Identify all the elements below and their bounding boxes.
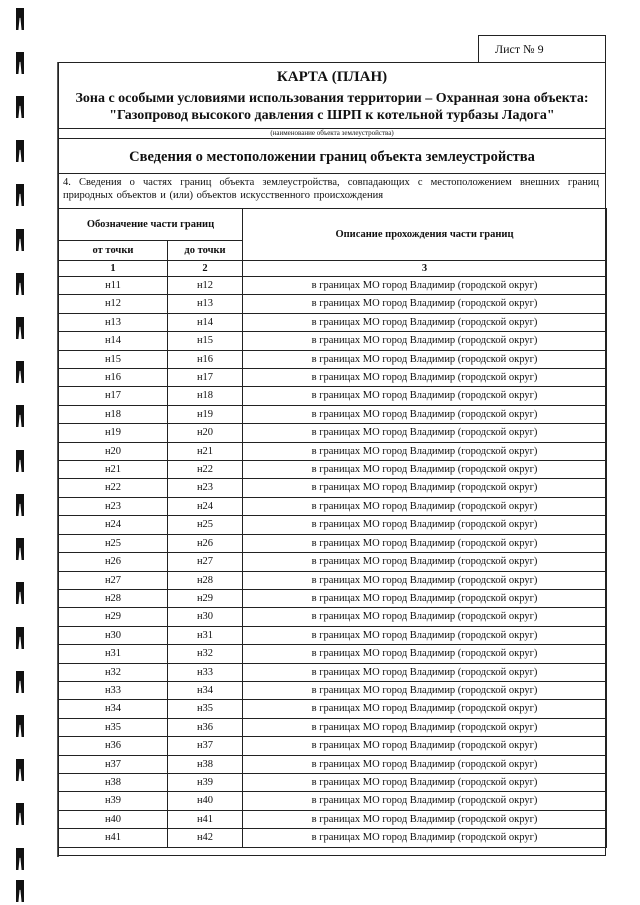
table-row	[59, 737, 607, 755]
cell-desc: в границах МО город Владимир (городской округ)	[243, 461, 607, 479]
cell-from: н20	[59, 442, 168, 460]
cell-from: н25	[59, 534, 168, 552]
table-row	[59, 461, 607, 479]
document-subtitle-line2: "Газопровод высокого давления с ШРП к котельной турбазы Ладога"	[109, 108, 555, 123]
cell-to: н20	[168, 424, 243, 442]
cell-to: н39	[168, 773, 243, 791]
cell-from: н24	[59, 516, 168, 534]
cell-to: н40	[168, 792, 243, 810]
table-row	[59, 663, 607, 681]
binding-hole-icon	[16, 96, 24, 118]
cell-to: н31	[168, 626, 243, 644]
cell-desc: в границах МО город Владимир (городской округ)	[243, 829, 607, 847]
cell-desc: в границах МО город Владимир (городской округ)	[243, 589, 607, 607]
sheet-number: Лист № 9	[478, 35, 606, 62]
object-name-caption: (наименование объекта землеустройства)	[59, 128, 605, 138]
table-row	[59, 810, 607, 828]
cell-from: н14	[59, 332, 168, 350]
table-row	[59, 350, 607, 368]
table-row	[59, 295, 607, 313]
binding-hole-icon	[16, 759, 24, 781]
cell-desc: в границах МО город Владимир (городской округ)	[243, 516, 607, 534]
table-row	[59, 516, 607, 534]
bottom-margin-strip	[59, 843, 605, 855]
table-row	[59, 792, 607, 810]
cell-from: н34	[59, 700, 168, 718]
table-row	[59, 553, 607, 571]
table-row	[59, 313, 607, 331]
cell-desc: в границах МО город Владимир (городской округ)	[243, 663, 607, 681]
binding-hole-icon	[16, 627, 24, 649]
cell-to: н15	[168, 332, 243, 350]
binding-hole-icon	[16, 52, 24, 74]
header-col-number: 2	[168, 261, 243, 277]
table-row	[59, 773, 607, 791]
cell-desc: в границах МО город Владимир (городской округ)	[243, 608, 607, 626]
cell-desc: в границах МО город Владимир (городской округ)	[243, 681, 607, 699]
cell-from: н12	[59, 295, 168, 313]
cell-from: н13	[59, 313, 168, 331]
cell-desc: в границах МО город Владимир (городской округ)	[243, 645, 607, 663]
cell-to: н23	[168, 479, 243, 497]
binding-hole-icon	[16, 671, 24, 693]
cell-to: н34	[168, 681, 243, 699]
binding-hole-icon	[16, 848, 24, 870]
cell-to: н13	[168, 295, 243, 313]
cell-desc: в границах МО город Владимир (городской округ)	[243, 553, 607, 571]
cell-from: н40	[59, 810, 168, 828]
cell-from: н21	[59, 461, 168, 479]
table-row	[59, 571, 607, 589]
cell-from: н19	[59, 424, 168, 442]
cell-from: н23	[59, 497, 168, 515]
cell-from: н22	[59, 479, 168, 497]
cell-to: н28	[168, 571, 243, 589]
header-col-number: 3	[243, 261, 607, 277]
cell-desc: в границах МО город Владимир (городской округ)	[243, 479, 607, 497]
cell-desc: в границах МО город Владимир (городской округ)	[243, 700, 607, 718]
cell-to: н38	[168, 755, 243, 773]
cell-to: н24	[168, 497, 243, 515]
table-row	[59, 497, 607, 515]
binding-hole-icon	[16, 715, 24, 737]
binding-hole-icon	[16, 140, 24, 162]
title-block	[59, 63, 605, 135]
table-row	[59, 369, 607, 387]
cell-to: н35	[168, 700, 243, 718]
header-to-point: до точки	[168, 241, 243, 261]
binding-hole-icon	[16, 317, 24, 339]
cell-from: н26	[59, 553, 168, 571]
cell-from: н29	[59, 608, 168, 626]
cell-to: н41	[168, 810, 243, 828]
cell-desc: в границах МО город Владимир (городской округ)	[243, 277, 607, 295]
cell-desc: в границах МО город Владимир (городской округ)	[243, 424, 607, 442]
cell-to: н26	[168, 534, 243, 552]
cell-from: н35	[59, 718, 168, 736]
cell-to: н12	[168, 277, 243, 295]
table-row	[59, 332, 607, 350]
header-col-number: 1	[59, 261, 168, 277]
cell-from: н16	[59, 369, 168, 387]
cell-desc: в границах МО город Владимир (городской округ)	[243, 332, 607, 350]
cell-from: н30	[59, 626, 168, 644]
cell-to: н30	[168, 608, 243, 626]
boundary-parts-table	[58, 208, 607, 848]
table-row	[59, 534, 607, 552]
cell-to: н16	[168, 350, 243, 368]
binding-hole-icon	[16, 450, 24, 472]
cell-to: н36	[168, 718, 243, 736]
document-frame	[58, 62, 606, 856]
cell-from: н32	[59, 663, 168, 681]
cell-to: н19	[168, 405, 243, 423]
binding-hole-icon	[16, 405, 24, 427]
table-row	[59, 755, 607, 773]
cell-from: н33	[59, 681, 168, 699]
table-row	[59, 626, 607, 644]
cell-to: н33	[168, 663, 243, 681]
binding-hole-icon	[16, 8, 24, 30]
cell-to: н27	[168, 553, 243, 571]
cell-desc: в границах МО город Владимир (городской округ)	[243, 313, 607, 331]
binding-hole-icon	[16, 229, 24, 251]
table-row	[59, 608, 607, 626]
cell-desc: в границах МО город Владимир (городской округ)	[243, 737, 607, 755]
table-row	[59, 645, 607, 663]
cell-from: н38	[59, 773, 168, 791]
cell-to: н25	[168, 516, 243, 534]
cell-desc: в границах МО город Владимир (городской округ)	[243, 369, 607, 387]
cell-desc: в границах МО город Владимир (городской округ)	[243, 755, 607, 773]
cell-from: н36	[59, 737, 168, 755]
cell-from: н18	[59, 405, 168, 423]
cell-to: н37	[168, 737, 243, 755]
cell-from: н28	[59, 589, 168, 607]
header-from-point: от точки	[59, 241, 168, 261]
cell-desc: в границах МО город Владимир (городской округ)	[243, 295, 607, 313]
section-note: 4. Сведения о частях границ объекта землеустройства, совпадающих с местоположением внешних границ природных объектов и (или) объектов искусственного происхождения	[63, 177, 599, 201]
cell-from: н27	[59, 571, 168, 589]
cell-to: н21	[168, 442, 243, 460]
cell-from: н17	[59, 387, 168, 405]
binding-hole-icon	[16, 803, 24, 825]
binding-hole-icon	[16, 273, 24, 295]
cell-desc: в границах МО город Владимир (городской округ)	[243, 810, 607, 828]
cell-to: н29	[168, 589, 243, 607]
cell-desc: в границах МО город Владимир (городской округ)	[243, 442, 607, 460]
cell-from: н39	[59, 792, 168, 810]
cell-desc: в границах МО город Владимир (городской округ)	[243, 497, 607, 515]
document-subtitle-line1: Зона с особыми условиями использования территории – Охранная зона объекта:	[75, 91, 589, 106]
cell-desc: в границах МО город Владимир (городской округ)	[243, 626, 607, 644]
cell-from: н41	[59, 829, 168, 847]
cell-desc: в границах МО город Владимир (городской округ)	[243, 718, 607, 736]
cell-to: н22	[168, 461, 243, 479]
cell-from: н37	[59, 755, 168, 773]
cell-to: н17	[168, 369, 243, 387]
binding-hole-icon	[16, 184, 24, 206]
cell-from: н15	[59, 350, 168, 368]
cell-desc: в границах МО город Владимир (городской округ)	[243, 405, 607, 423]
binding-hole-icon	[16, 880, 24, 902]
table-row	[59, 718, 607, 736]
table-row	[59, 700, 607, 718]
cell-desc: в границах МО город Владимир (городской округ)	[243, 773, 607, 791]
cell-desc: в границах МО город Владимир (городской округ)	[243, 387, 607, 405]
cell-desc: в границах МО город Владимир (городской округ)	[243, 571, 607, 589]
header-description: Описание прохождения части границ	[243, 209, 607, 261]
cell-to: н18	[168, 387, 243, 405]
cell-from: н11	[59, 277, 168, 295]
cell-desc: в границах МО город Владимир (городской округ)	[243, 534, 607, 552]
cell-desc: в границах МО город Владимир (городской округ)	[243, 350, 607, 368]
cell-to: н32	[168, 645, 243, 663]
binding-hole-icon	[16, 538, 24, 560]
table-row	[59, 424, 607, 442]
cell-to: н42	[168, 829, 243, 847]
table-row	[59, 387, 607, 405]
table-row	[59, 589, 607, 607]
binding-hole-icon	[16, 494, 24, 516]
section-title: Сведения о местоположении границ объекта землеустройства	[59, 138, 605, 174]
table-row	[59, 442, 607, 460]
cell-to: н14	[168, 313, 243, 331]
table-row	[59, 479, 607, 497]
table-row	[59, 405, 607, 423]
cell-desc: в границах МО город Владимир (городской округ)	[243, 792, 607, 810]
document-title: КАРТА (ПЛАН)	[276, 69, 388, 85]
table-row	[59, 681, 607, 699]
cell-from: н31	[59, 645, 168, 663]
header-boundary-designation: Обозначение части границ	[59, 209, 243, 241]
binding-hole-icon	[16, 361, 24, 383]
binding-hole-icon	[16, 582, 24, 604]
table-row	[59, 277, 607, 295]
